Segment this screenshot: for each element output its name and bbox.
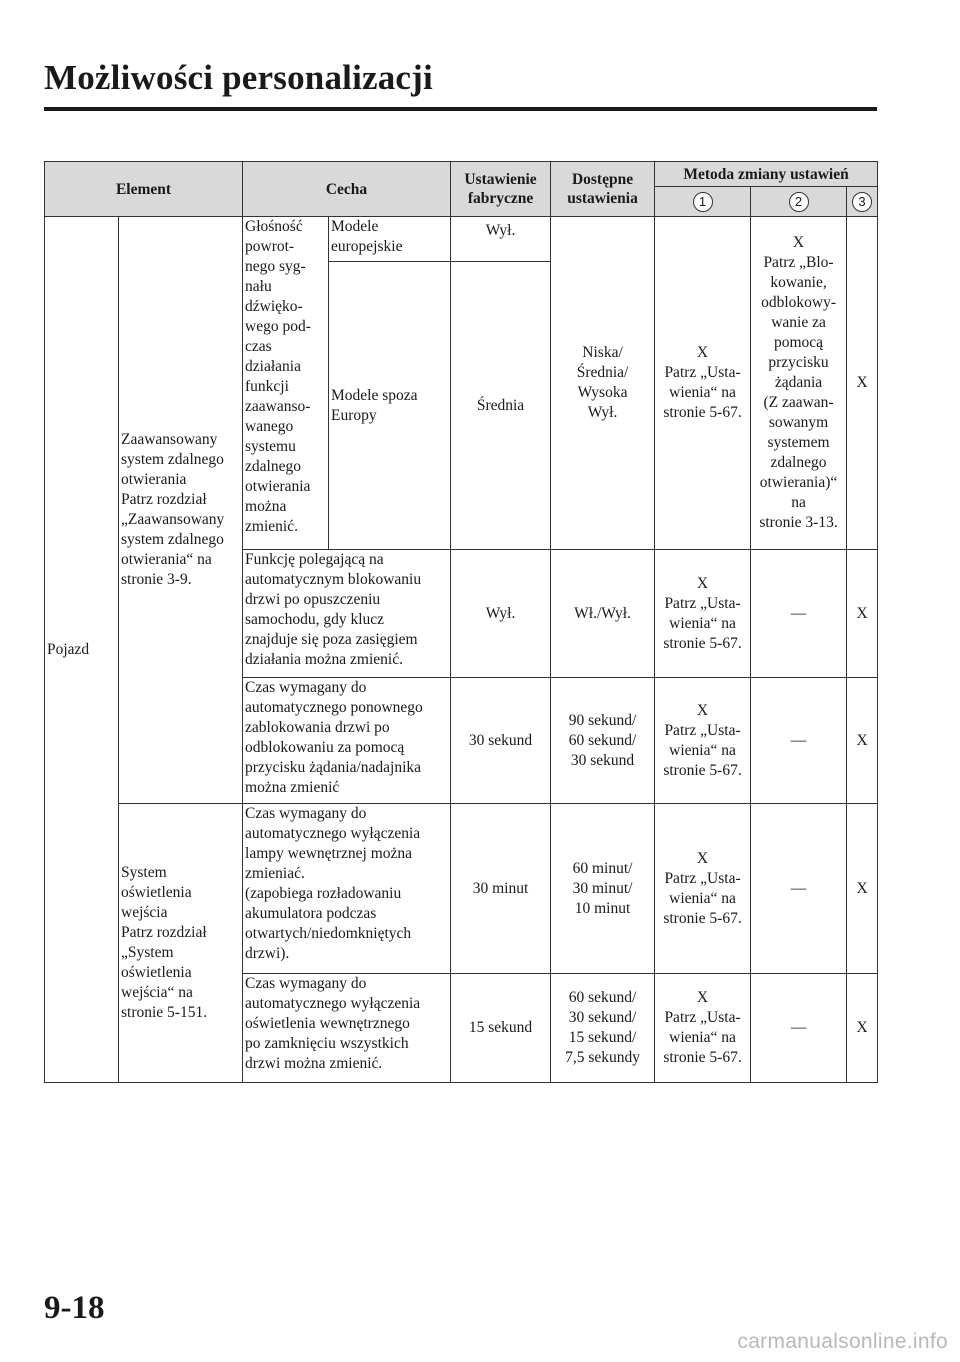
feature-cell: Czas wymagany do automatycznego ponownego zablokowania drzwi po odblokowaniu za pomocą przycisku żądania/nadajnika można zmienić	[243, 678, 451, 804]
page-title: Możliwości personalizacji	[44, 58, 433, 97]
feature-cell: Czas wymagany do automatycznego wyłączenia oświetlenia wewnętrznego po zamknięciu wszystkich drzwi można zmienić.	[243, 974, 451, 1083]
method-1-cell: X Patrz „Usta- wienia“ na stronie 5-67.	[655, 217, 751, 550]
page-number: 9-18	[44, 1290, 105, 1326]
region-cell: Modele europejskie	[329, 217, 451, 262]
table-row	[45, 804, 878, 974]
method-3-cell: X	[847, 678, 878, 804]
method-3-cell: X	[847, 804, 878, 974]
table-row	[45, 217, 878, 262]
header-method-1	[655, 187, 751, 217]
default-cell: Średnia	[451, 262, 551, 550]
available-cell: 60 minut/ 30 minut/ 10 minut	[551, 804, 655, 974]
default-cell: 30 minut	[451, 804, 551, 974]
default-cell: 30 sekund	[451, 678, 551, 804]
default-cell: Wył.	[451, 217, 551, 262]
element-cell: System oświetlenia wejścia Patrz rozdział „System oświetlenia wejścia“ na stronie 5-151.	[119, 804, 243, 1083]
header-method: Metoda zmiany ustawień	[655, 162, 878, 187]
circled-number-3: 3	[852, 192, 872, 212]
watermark: carmanualsonline.info	[737, 1330, 948, 1353]
method-3-cell: X	[847, 974, 878, 1083]
element-cell: Zaawansowany system zdalnego otwierania Patrz rozdział „Zaawansowany system zdalnego otwierania“ na stronie 3-9.	[119, 217, 243, 804]
available-cell: Niska/ Średnia/ Wysoka Wył.	[551, 217, 655, 550]
available-cell: Wł./Wył.	[551, 550, 655, 678]
method-3-cell: X	[847, 217, 878, 550]
feature-cell: Głośność powrot- nego syg- nału dźwięko- wego pod- czas działania funkcji zaawanso- wanego systemu zdalnego otwierania można zmienić.	[243, 217, 329, 550]
header-element: Element	[45, 162, 243, 217]
method-1-cell: X Patrz „Usta- wienia“ na stronie 5-67.	[655, 678, 751, 804]
default-cell: Wył.	[451, 550, 551, 678]
customization-table	[44, 161, 878, 1083]
header-feature: Cecha	[243, 162, 451, 217]
circled-number-1: 1	[693, 192, 713, 212]
available-cell: 90 sekund/ 60 sekund/ 30 sekund	[551, 678, 655, 804]
header-method-3	[847, 187, 878, 217]
method-2-cell: —	[751, 804, 847, 974]
method-1-cell: X Patrz „Usta- wienia“ na stronie 5-67.	[655, 550, 751, 678]
method-1-cell: X Patrz „Usta- wienia“ na stronie 5-67.	[655, 974, 751, 1083]
header-method-2	[751, 187, 847, 217]
method-2-cell: X Patrz „Blo- kowanie, odblokowy- wanie za pomocą przycisku żądania (Z zaawan- sowanym systemem zdalnego otwierania)“ na stronie 3-13.	[751, 217, 847, 550]
category-cell: Pojazd	[45, 217, 119, 1083]
method-3-cell: X	[847, 550, 878, 678]
title-rule	[44, 107, 877, 111]
method-2-cell: —	[751, 678, 847, 804]
available-cell: 60 sekund/ 30 sekund/ 15 sekund/ 7,5 sekundy	[551, 974, 655, 1083]
method-2-cell: —	[751, 974, 847, 1083]
circled-number-2: 2	[789, 192, 809, 212]
header-available: Dostępne ustawienia	[551, 162, 655, 217]
default-cell: 15 sekund	[451, 974, 551, 1083]
feature-cell: Czas wymagany do automatycznego wyłączenia lampy wewnętrznej można zmieniać. (zapobiega rozładowaniu akumulatora podczas otwartych/niedomkniętych drzwi).	[243, 804, 451, 974]
feature-cell: Funkcję polegającą na automatycznym blokowaniu drzwi po opuszczeniu samochodu, gdy klucz znajduje się poza zasięgiem działania można zmienić.	[243, 550, 451, 678]
method-2-cell: —	[751, 550, 847, 678]
method-1-cell: X Patrz „Usta- wienia“ na stronie 5-67.	[655, 804, 751, 974]
header-default: Ustawienie fabryczne	[451, 162, 551, 217]
region-cell: Modele spoza Europy	[329, 262, 451, 550]
